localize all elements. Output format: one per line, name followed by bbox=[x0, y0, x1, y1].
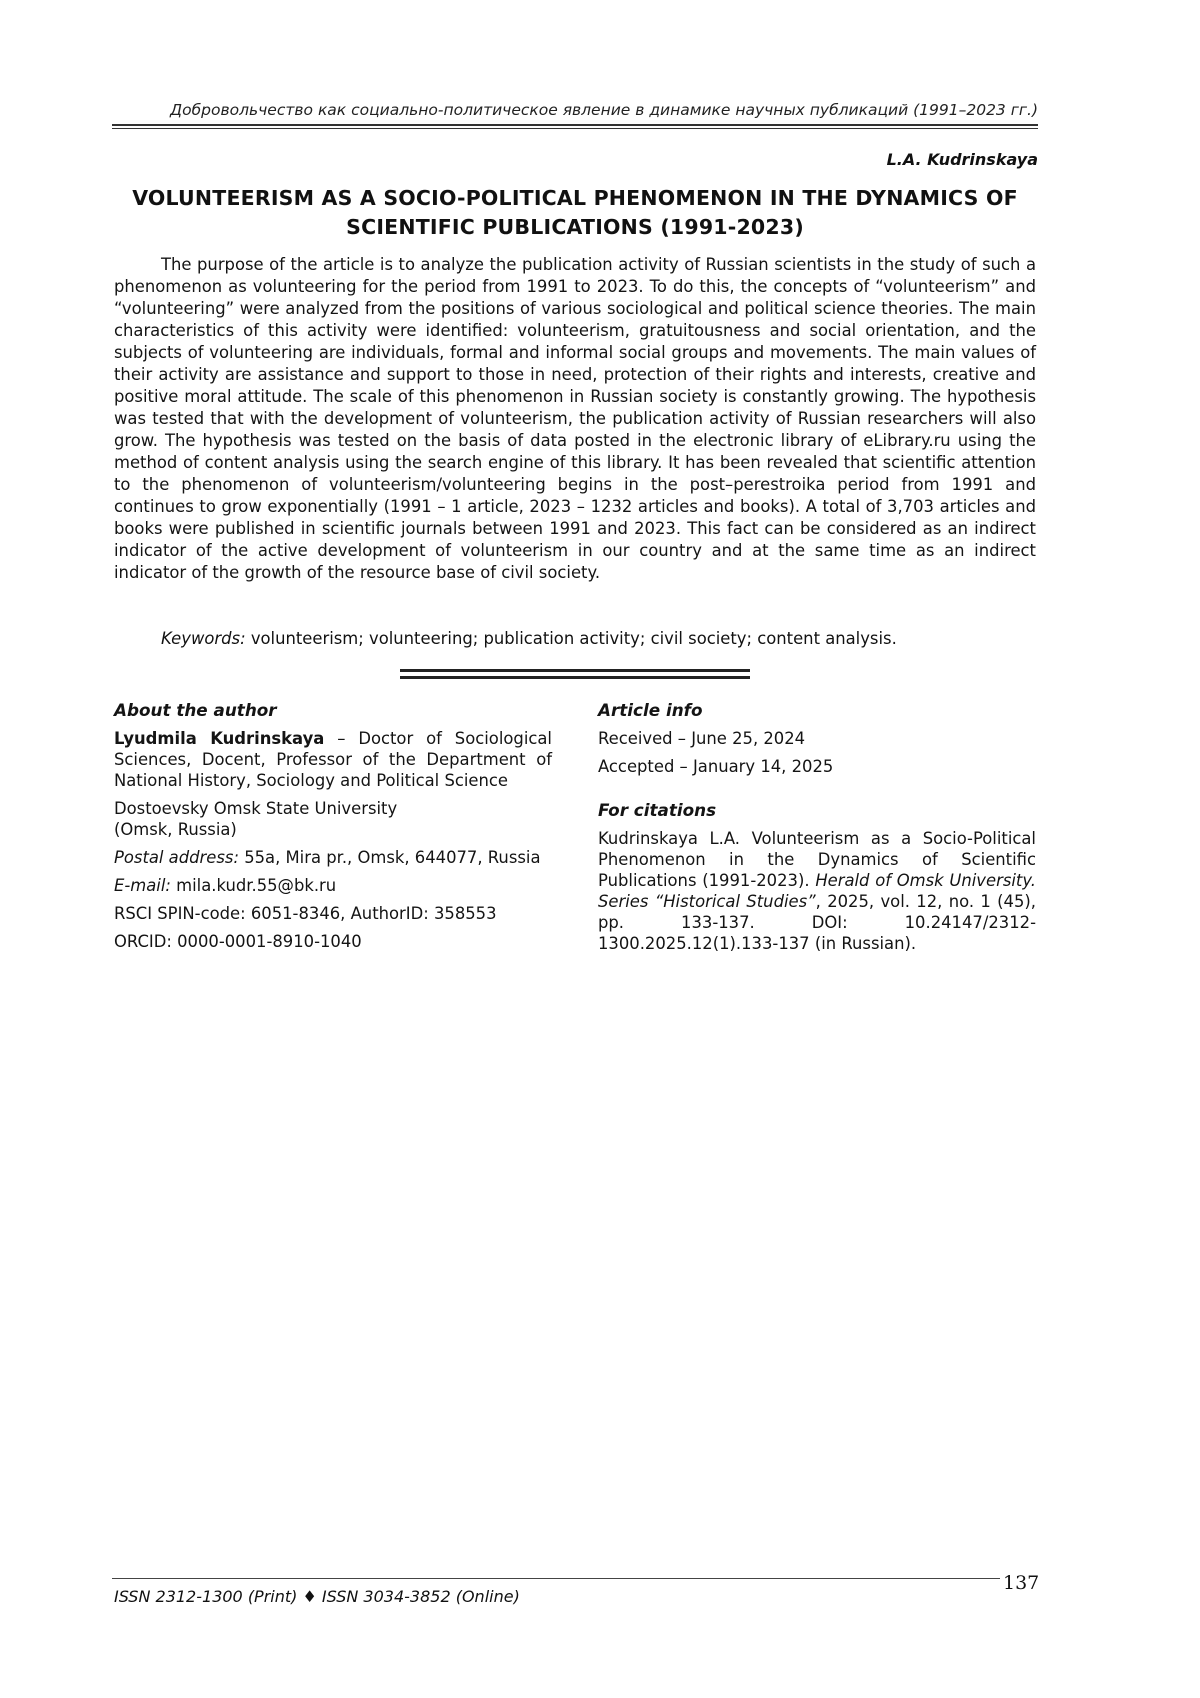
citation-part-2: , 2025, vol. 12, no. 1 (45), pp. 133-137. DOI: 10.24147/2312-1300.2025.12(1).133-137 (in Russian). bbox=[598, 892, 1037, 953]
about-author-column bbox=[114, 700, 552, 959]
citations-heading: For citations bbox=[598, 800, 717, 820]
citation-part-1: Kudrinskaya L.A. Volunteerism as a Socio-Political Phenomenon in the Dynamics of Scientific Publications (1991-2023). bbox=[598, 829, 1036, 890]
author-name: Lyudmila Kudrinskaya bbox=[114, 729, 325, 748]
author-university: Dostoevsky Omsk State University bbox=[114, 799, 398, 818]
author-postal-address bbox=[114, 847, 552, 868]
header-rule-thin bbox=[112, 128, 1038, 129]
section-separator-bottom bbox=[400, 676, 750, 679]
author-email bbox=[114, 875, 552, 896]
article-info-column bbox=[598, 700, 1036, 961]
author-rsci: RSCI SPIN-code: 6051-8346, AuthorID: 358553 bbox=[114, 904, 497, 923]
author-bio bbox=[114, 728, 552, 791]
page-number: 137 bbox=[1003, 1572, 1040, 1594]
article-title bbox=[112, 184, 1038, 242]
citation-text bbox=[598, 828, 1036, 954]
footer-rule bbox=[112, 1578, 1000, 1579]
article-author: L.A. Kudrinskaya bbox=[886, 150, 1038, 169]
postal-value: 55a, Mira pr., Omsk, 644077, Russia bbox=[244, 848, 541, 867]
about-author-heading: About the author bbox=[114, 700, 277, 720]
received-date: Received – June 25, 2024 bbox=[598, 729, 806, 748]
footer-issn: ISSN 2312-1300 (Print) ♦ ISSN 3034-3852 (Online) bbox=[114, 1587, 520, 1606]
author-affiliation bbox=[114, 798, 552, 840]
author-description: – Doctor of Sociological Sciences, Docent, Professor of the Department of National History, Sociology and Political Science bbox=[114, 729, 552, 790]
author-orcid: ORCID: 0000-0001-8910-1040 bbox=[114, 932, 362, 951]
keywords-text: volunteerism; volunteering; publication activity; civil society; content analysis. bbox=[250, 629, 897, 648]
header-rule-thick bbox=[112, 124, 1038, 126]
running-title: Добровольчество как социально-политическое явление в динамике научных публикаций (1991–2023 гг.) bbox=[170, 101, 1038, 119]
article-info-heading: Article info bbox=[598, 700, 703, 720]
article-title-line-2: SCIENTIFIC PUBLICATIONS (1991-2023) bbox=[346, 215, 804, 239]
email-label: E-mail: bbox=[114, 876, 171, 895]
email-value[interactable]: mila.kudr.55@bk.ru bbox=[176, 876, 337, 895]
keywords-label: Keywords: bbox=[161, 629, 246, 648]
postal-label: Postal address: bbox=[114, 848, 239, 867]
article-title-line-1: VOLUNTEERISM AS A SOCIO-POLITICAL PHENOMENON IN THE DYNAMICS OF bbox=[132, 186, 1018, 210]
citation-journal: Herald of Omsk University. Series “Historical Studies” bbox=[598, 871, 1036, 911]
column-spacer bbox=[598, 784, 1036, 800]
accepted-date: Accepted – January 14, 2025 bbox=[598, 757, 834, 776]
abstract: The purpose of the article is to analyze the publication activity of Russian scientists in the study of such a phenomenon as volunteering for the period from 1991 to 2023. To do this, the concepts of “volunteerism” and “volunteering” were analyzed from the positions of various sociological and political science theories. The main characteristics of this activity were identified: volunteerism, gratuitousness and social orientation, and the subjects of volunteering are individuals, formal and informal social groups and movements. The main values of their activity are assistance and support to those in need, protection of their rights and interests, creative and positive moral attitude. The scale of this phenomenon in Russian society is constantly growing. The hypothesis was tested that with the development of volunteerism, the publication activity of Russian researchers will also grow. The hypothesis was tested on the basis of data posted in the electronic library of eLibrary.ru using the method of content analysis using the search engine of this library. It has been revealed that scientific attention to the phenomenon of volunteerism/volunteering begins in the post–perestroika period from 1991 and continues to grow exponentially (1991 – 1 article, 2023 – 1232 articles and books). A total of 3,703 articles and books were published in scientific journals between 1991 and 2023. This fact can be considered as an indirect indicator of the active development of volunteerism in our country and at the same time as an indirect indicator of the growth of the resource base of civil society. bbox=[114, 255, 1036, 582]
keywords bbox=[114, 628, 1036, 650]
author-location: (Omsk, Russia) bbox=[114, 820, 237, 839]
section-separator-top bbox=[400, 669, 750, 672]
